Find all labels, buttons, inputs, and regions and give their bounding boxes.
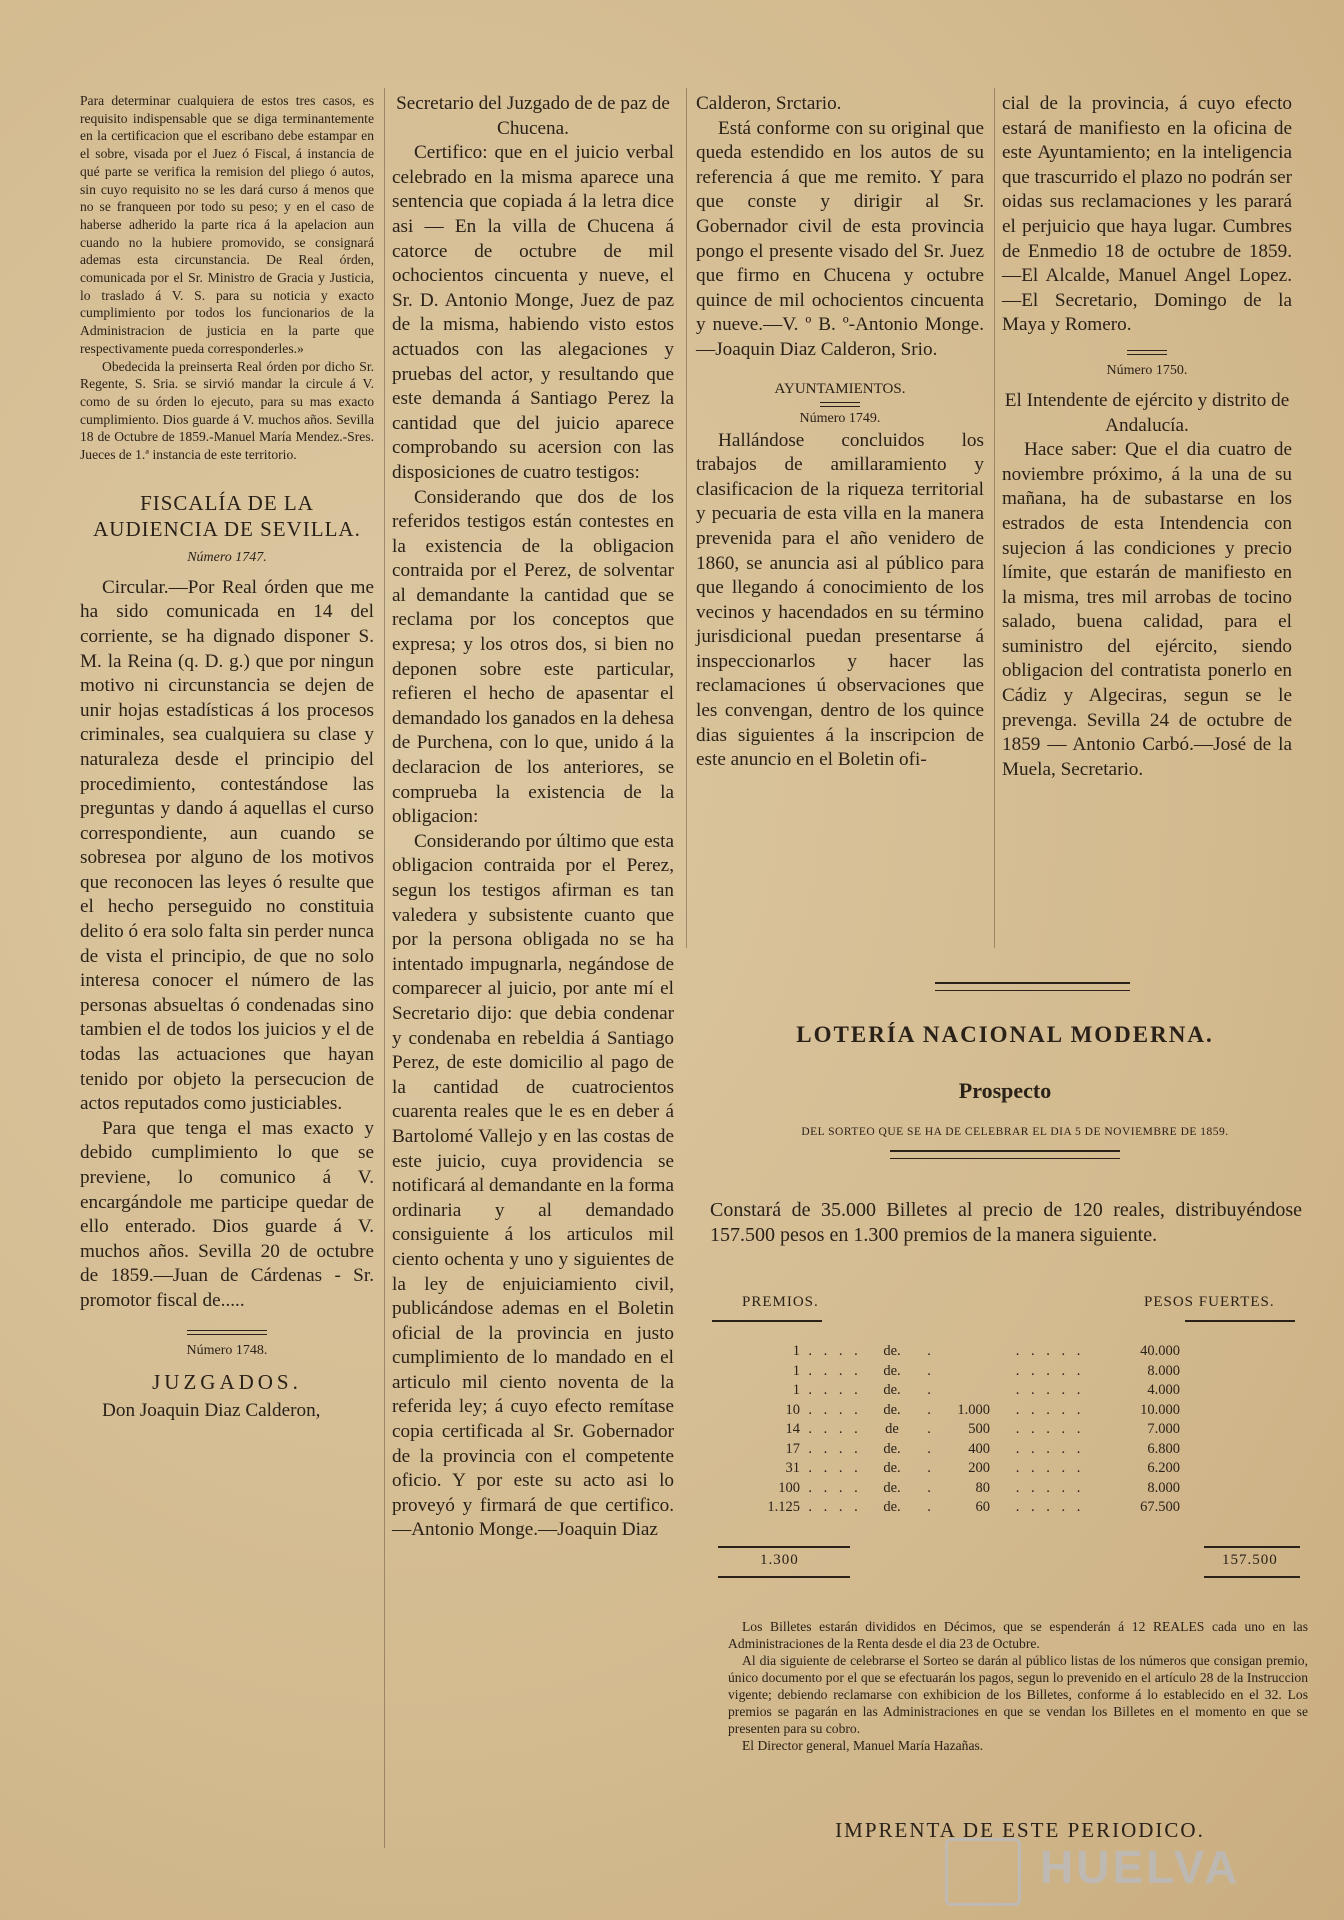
column-4 (1002, 92, 1292, 782)
prize-de: de (885, 1421, 899, 1438)
prize-count: 14 (785, 1421, 800, 1438)
dots: . . . . (808, 1440, 862, 1457)
numero-label: Número 1750. (1106, 362, 1188, 378)
prize-value (944, 1381, 990, 1401)
prize-count: 100 (778, 1479, 800, 1496)
column-3 (696, 92, 984, 773)
table-rule (1185, 1320, 1295, 1322)
watermark-text: HUELVA (1040, 1841, 1241, 1893)
table-rule (718, 1576, 850, 1578)
prize-count: 1 (792, 1343, 800, 1360)
separator (1127, 350, 1167, 355)
column-1 (80, 92, 374, 1423)
dots: . (927, 1460, 931, 1477)
prize-de: de. (883, 1499, 901, 1516)
prize-count: 10 (785, 1401, 800, 1418)
dots: . . . . . (1015, 1362, 1085, 1379)
paragraph: Secretario del Juzgado de de paz de Chucena. (396, 93, 670, 139)
dots: . . . . . (1015, 1460, 1085, 1477)
prize-total: 4.000 (1147, 1382, 1180, 1399)
section-heading: JUZGADOS. (152, 1369, 302, 1394)
dots: . . . . (808, 1343, 862, 1360)
paragraph: Circular.—Por Real órden que me ha sido comunicada en 14 del corriente, se ha dignado disponer S. M. la Reina (q. D. g.) que por ningun motivo ni circunstancia se dejen de unir hojas estadísticas á los procesos criminales, sea cualquiera su clase y naturaleza desde el principio del procedimiento, contestándose las preguntas y dando á aquellas el curso correspondiente, aun cuando se sobresea por alguno de los motivos que reconocen las leyes ó resulte que el hecho perseguido no constituia delito ó era solo falta sin perder nunca de vista el principio, de que no solo interesa conocer el número de las personas absueltas ó condenadas sino tambien el de todos los juicios y el de todas las actuaciones que hayan tenido por objeto la persecucion de actos reputados como justiciables. (80, 576, 374, 1115)
prize-row (760, 1440, 1180, 1460)
paragraph: Don Joaquin Diaz Calderon, (102, 1399, 321, 1421)
dots: . . . . (808, 1382, 862, 1399)
dots: . (927, 1421, 931, 1438)
section-heading: AYUNTAMIENTOS. (774, 380, 906, 397)
dots: . . . . . (1015, 1343, 1085, 1360)
paragraph: cial de la provincia, á cuyo efecto estará de manifiesto en la oficina de este Ayuntamiento; en la inteligencia que trascurrido el plazo no podrán ser oidas sus reclamaciones y les parará el perjuicio que haya lugar. Cumbres de Enmedio 18 de octubre de 1859.—El Alcalde, Manuel Angel Lopez.—El Secretario, Domingo de la Maya y Romero. (1002, 93, 1292, 336)
dots: . . . . (808, 1460, 862, 1477)
prize-de: de. (883, 1343, 901, 1360)
ornament-rule (935, 982, 1130, 991)
dots: . . . . . (1015, 1382, 1085, 1399)
prize-row (760, 1420, 1180, 1440)
dots: . . . . . (1015, 1401, 1085, 1418)
dots: . . . . . (1015, 1499, 1085, 1516)
separator (187, 1330, 267, 1335)
pesos-column-header: PESOS FUERTES. (1144, 1294, 1275, 1310)
column-rule (994, 88, 995, 948)
prize-total: 6.200 (1147, 1460, 1180, 1477)
prize-row (760, 1342, 1180, 1362)
separator (820, 402, 860, 407)
paragraph: Para que tenga el mas exacto y debido cumplimiento lo que se previene, lo comunico á V. encargándole me participe quedar de ello enterado. Dios guarde á V. muchos años. Sevilla 20 de octubre de 1859.—Juan de Cárdenas - Sr. promotor fiscal de..... (80, 1117, 374, 1311)
dots: . . . . (808, 1479, 862, 1496)
dots: . (927, 1440, 931, 1457)
paragraph: Hace saber: Que el dia cuatro de noviembre próximo, á la una de su mañana, ha de subastarse en los estrados de esta Intendencia con sujecion á las condiciones y precio límite, que estarán de manifiesto en la misma, tres mil arrobas de tocino salado, buena calidad, para el suministro del ejército, siendo obligacion del contratista ponerlo en Cádiz y Algeciras, segun se le prevenga. Sevilla 24 de octubre de 1859 — Antonio Carbó.—José de la Muela, Secretario. (1002, 439, 1292, 780)
lottery-sorteo-line: DEL SORTEO QUE SE HA DE CELEBRAR EL DIA 5 DE NOVIEMBRE DE 1859. (801, 1126, 1229, 1138)
dots: . (927, 1499, 931, 1516)
dots: . (927, 1401, 931, 1418)
prize-row (760, 1498, 1180, 1518)
paragraph: Considerando que dos de los referidos testigos están contestes en la existencia de la obligacion contraida por el Perez, de solventar al demandante la cantidad que se reclama por los conceptos que expresa; y los otros dos, si bien no deponen sobre este particular, refieren el hecho de apasentar el demandado los ganados en la dehesa de Purchena, con lo que, unido á la declaracion de los anteriores, se comprueba la existencia de la obligacion: (392, 486, 674, 828)
signature-line: El Director general, Manuel María Hazañas. (742, 1738, 984, 1753)
prize-value (944, 1362, 990, 1382)
dots: . . . . (808, 1362, 862, 1379)
prize-total: 6.800 (1147, 1440, 1180, 1457)
dots: . (927, 1479, 931, 1496)
column-2 (392, 92, 674, 1543)
archive-watermark (945, 1832, 1275, 1912)
prize-de: de. (883, 1479, 901, 1496)
lottery-title: LOTERÍA NACIONAL MODERNA. (796, 1022, 1214, 1047)
prize-row (760, 1362, 1180, 1382)
prize-table (760, 1342, 1180, 1518)
table-rule (712, 1320, 822, 1322)
watermark-logo-icon (945, 1838, 1021, 1906)
prize-total: 8.000 (1147, 1479, 1180, 1496)
table-rule (1204, 1546, 1300, 1548)
prize-value: 80 (975, 1479, 990, 1496)
prize-value: 400 (968, 1440, 990, 1457)
lottery-subtitle: Prospecto (958, 1078, 1052, 1103)
paragraph: Hallándose concluidos los trabajos de amillaramiento y clasificacion de la riqueza territorial y pecuaria de esta villa en la manera prevenida para el año venidero de 1860, se anuncia asi al público para que llegando á conocimiento de los vecinos y hacendados en su término jurisdicional puedan presentarse á inspeccionarlos y hacer las reclamaciones ú observaciones que les convengan, dentro de los quince dias siguientes á la inscripcion de este anuncio en el Boletin ofi- (696, 429, 984, 771)
dots: . . . . . (1015, 1421, 1085, 1438)
prize-value: 200 (968, 1460, 990, 1477)
dots: . . . . (808, 1401, 862, 1418)
paragraph: Para determinar cualquiera de estos tres casos, es requisito indispensable que se diga terminantemente en la certificacion que el escribano debe estampar en el sobre, visada por el Juez ó Fiscal, á instancia de qué parte se verifica la remision del pliego ó autos, sin cuyo requisito no se les dará curso á menos que no se franqueen por todo su peso; y en el caso de haberse adherido la parte rica á la apelacion aun cuando no la hubiere promovido, se consignará ademas esta circunstancia. De Real órden, comunicada por el Sr. Ministro de Gracia y Justicia, lo traslado á V. S. para su noticia y exacto cumplimiento por todos los funcionarios de la Administracion de justicia en la parte que respectivamente pueda corresponderles.» (80, 93, 374, 356)
dots: . . . . (808, 1499, 862, 1516)
prize-total: 10.000 (1140, 1401, 1180, 1418)
prize-row (760, 1401, 1180, 1421)
prize-total: 7.000 (1147, 1421, 1180, 1438)
prize-total: 67.500 (1140, 1499, 1180, 1516)
prize-de: de. (883, 1460, 901, 1477)
paragraph: Está conforme con su original que queda estendido en los autos de su referencia á que me remito. Y para que conste y dirigir al Sr. Gobernador civil de esta provincia pongo el presente visado del Sr. Juez que firmo en Chucena y octubre quince de mil ochocientos cincuenta y nueve.—V. º B. º-Antonio Monge.—Joaquin Diaz Calderon, Srio. (696, 117, 984, 360)
dots: . . . . . (1015, 1440, 1085, 1457)
prize-de: de. (883, 1440, 901, 1457)
prize-value: 60 (975, 1499, 990, 1516)
prize-value: 500 (968, 1421, 990, 1438)
table-rule (718, 1546, 850, 1548)
section-heading: El Intendente de ejército y distrito de Andalucía. (1004, 389, 1290, 436)
prize-count: 1.125 (767, 1499, 800, 1516)
prize-value (944, 1342, 990, 1362)
prize-row (760, 1479, 1180, 1499)
column-rule (384, 88, 385, 1848)
dots: . . . . (808, 1421, 862, 1438)
prize-de: de. (883, 1382, 901, 1399)
prize-total: 8.000 (1147, 1362, 1180, 1379)
premios-total: 1.300 (760, 1552, 799, 1568)
dots: . (927, 1362, 931, 1379)
numero-label: Número 1747. (187, 549, 267, 565)
table-rule (1204, 1576, 1300, 1578)
paragraph: Al dia siguiente de celebrarse el Sorteo se darán al público listas de los números que consigan premio, único documento por el que se efectuarán los pagos, segun lo prevenido en el artículo 28 de la Instruccion vigente; debiendo reclamarse con exhibicion de los Billetes, conforme á lo establecido en el 32. Los premios se pagarán en las Administraciones en que se vendan los Billetes en el momento en que se presenten para su cobro. (728, 1653, 1308, 1736)
printer-imprint: IMPRENTA DE ESTE PERIODICO. (835, 1818, 1205, 1842)
paragraph: Obedecida la preinserta Real órden por dicho Sr. Regente, S. Sria. se sirvió mandar la circule á V. como de su órden lo ejecuto, para su mas exacto cumplimiento. Dios guarde á V. muchos años. Sevilla 18 de Octubre de 1859.-Manuel María Mendez.-Sres. Jueces de 1.ª instancia de este territorio. (80, 358, 374, 463)
prize-count: 17 (785, 1440, 800, 1457)
lottery-intro: Constará de 35.000 Billetes al precio de 120 reales, distribuyéndose 157.500 pesos en 1.300 premios de la manera siguiente. (710, 1199, 1302, 1246)
paragraph: Calderon, Srctario. (696, 93, 842, 114)
prize-de: de. (883, 1362, 901, 1379)
numero-label: Número 1749. (799, 410, 881, 426)
dots: . . . . . (1015, 1479, 1085, 1496)
pesos-total: 157.500 (1222, 1552, 1278, 1568)
prize-count: 1 (792, 1382, 800, 1399)
section-heading: FISCALÍA DE LA AUDIENCIA DE SEVILLA. (93, 490, 361, 541)
column-rule (686, 88, 687, 948)
dots: . (927, 1382, 931, 1399)
prize-row (760, 1381, 1180, 1401)
dots: . (927, 1343, 931, 1360)
paragraph: Los Billetes estarán divididos en Décimos, que se espenderán á 12 REALES cada uno en las Administraciones de la Renta desde el dia 23 de Octubre. (728, 1619, 1308, 1651)
prize-row (760, 1459, 1180, 1479)
prize-count: 31 (785, 1460, 800, 1477)
paragraph: Certifico: que en el juicio verbal celebrado en la misma aparece una sentencia que copiada á la letra dice asi — En la villa de Chucena á catorce de octubre de mil ochocientos cincuenta y nueve, el Sr. D. Antonio Monge, Juez de paz de la misma, habiendo visto estos actuados con las alegaciones y pruebas del actor, y resultando que este demanda á Santiago Perez la cantidad que del juicio aparece comprobando su acersion con las disposiciones de cuatro testigos: (392, 142, 674, 483)
prize-value: 1.000 (957, 1401, 990, 1418)
premios-column-header: PREMIOS. (742, 1294, 819, 1310)
prize-count: 1 (792, 1362, 800, 1379)
paragraph: Considerando por último que esta obligacion contraida por el Perez, segun los testigos afirman es tan valedera y subsistente cuanto que por la persona obligada no se ha intentado impugnarla, negándose de comparecer al juicio, por ante mí el Secretario dijo: que debia condenar y condenaba en rebeldia á Santiago Perez, de este domicilio al pago de la cantidad de cuatrocientos cuarenta reales que le es en deber á Bartolomé Vallejo y en las costas de este juicio, cuya providencia se notificará al demandante en la forma ordinaria y al demandado consiguiente á los articulos mil ciento ochenta y uno y siguientes de la ley de enjuiciamiento civil, publicándose ademas en el Boletin oficial de la provincia en justo cumplimiento de lo mandado en el articulo mil ciento noventa de la referida ley; á cuyo efecto remítase copia certificada al Sr. Gobernador de la provincia con el competente oficio. Y por este su acto asi lo proveyó y firmará de que certifico.—Antonio Monge.—Joaquin Diaz (392, 830, 674, 1541)
prize-total: 40.000 (1140, 1343, 1180, 1360)
prize-de: de. (883, 1401, 901, 1418)
lottery-notes (728, 1618, 1308, 1754)
numero-label: Número 1748. (186, 1342, 268, 1358)
ornament-rule (890, 1150, 1120, 1159)
